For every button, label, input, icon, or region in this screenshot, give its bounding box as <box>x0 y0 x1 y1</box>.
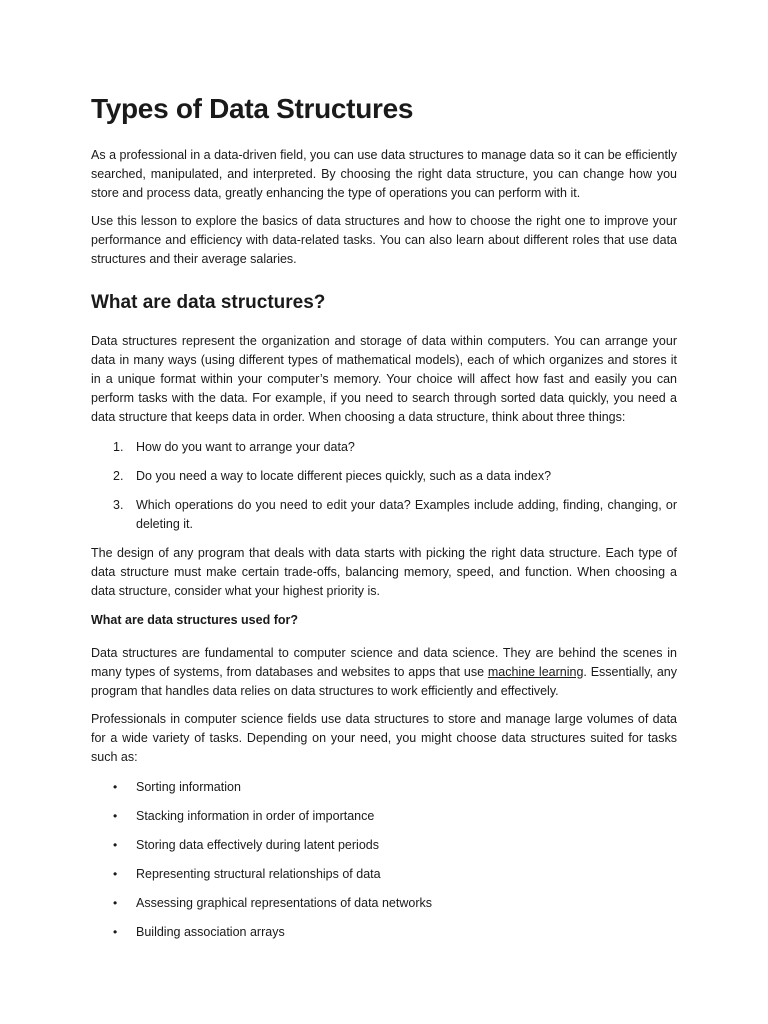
bullet: • <box>113 924 118 939</box>
list-item-text: Which operations do you need to edit your data? Examples include adding, finding, changing, or deleting it. <box>136 498 677 532</box>
list-number: 3. <box>113 498 124 513</box>
bullet: • <box>113 895 118 910</box>
section2-paragraph-2: Professionals in computer science fields use data structures to store and manage large volumes of data for a wide variety of tasks. Depending on your need, you might choose data structures suited for tasks such as: <box>91 711 677 764</box>
list-item <box>91 923 677 942</box>
list-item-text: Building association arrays <box>136 924 285 939</box>
list-item-text: Assessing graphical representations of data networks <box>136 895 432 910</box>
tasks-list <box>91 778 677 942</box>
list-number: 2. <box>113 469 124 484</box>
list-item-text: Storing data effectively during latent periods <box>136 837 379 852</box>
paragraph-text: . Essentially, any program that handles data relies on data structures to work efficiently and effectively. <box>91 664 678 698</box>
list-item <box>91 496 677 534</box>
list-item-text: Sorting information <box>136 779 241 794</box>
list-item <box>91 865 677 884</box>
list-item-text: Stacking information in order of importance <box>136 808 375 823</box>
machine-learning-link[interactable]: machine learning <box>487 664 584 679</box>
section2-paragraph-1 <box>91 644 677 701</box>
list-item <box>91 438 677 457</box>
bullet: • <box>113 808 118 823</box>
bullet: • <box>113 779 118 794</box>
bullet: • <box>113 837 118 852</box>
list-item <box>91 894 677 913</box>
list-number: 1. <box>113 440 124 455</box>
list-item <box>91 467 677 486</box>
list-item <box>91 807 677 826</box>
bullet: • <box>113 866 118 881</box>
section1-paragraph-2: The design of any program that deals with data starts with picking the right data structure. Each type of data structure must make certain trade-offs, balancing memory, speed, and function. When choosing a data structure, consider what your highest priority is. <box>91 546 677 599</box>
list-item-text: Representing structural relationships of data <box>136 866 381 881</box>
paragraph-text: Data structures are fundamental to computer science and data science. They are behind the scenes in many types of systems, from databases and websites to apps that use <box>91 645 677 679</box>
document-page <box>91 92 677 952</box>
page-title: Types of Data Structures <box>91 93 414 124</box>
list-item-text: How do you want to arrange your data? <box>136 440 355 455</box>
subheading-uses: What are data structures used for? <box>91 613 298 628</box>
section-heading-what-are-data-structures: What are data structures? <box>91 291 326 313</box>
list-item <box>91 778 677 797</box>
intro-paragraph-2: Use this lesson to explore the basics of data structures and how to choose the right one to improve your performance and efficiency with data-related tasks. You can also learn about different roles that use data structures and their average salaries. <box>91 213 677 266</box>
section1-paragraph-1: Data structures represent the organization and storage of data within computers. You can arrange your data in many ways (using different types of mathematical models), each of which organizes and stores it in a unique format within your computer’s memory. Your choice will affect how fast and easily you can perform tasks with the data. For example, if you need to search through sorted data quickly, you need a data structure that keeps data in order. When choosing a data structure, think about three things: <box>91 334 677 425</box>
list-item-text: Do you need a way to locate different pieces quickly, such as a data index? <box>136 469 552 484</box>
questions-list <box>91 438 677 534</box>
list-item <box>91 836 677 855</box>
intro-paragraph-1: As a professional in a data-driven field, you can use data structures to manage data so it can be efficiently searched, manipulated, and interpreted. By choosing the right data structure, you can change how you store and process data, greatly enhancing the type of operations you can perform with it. <box>91 147 677 200</box>
